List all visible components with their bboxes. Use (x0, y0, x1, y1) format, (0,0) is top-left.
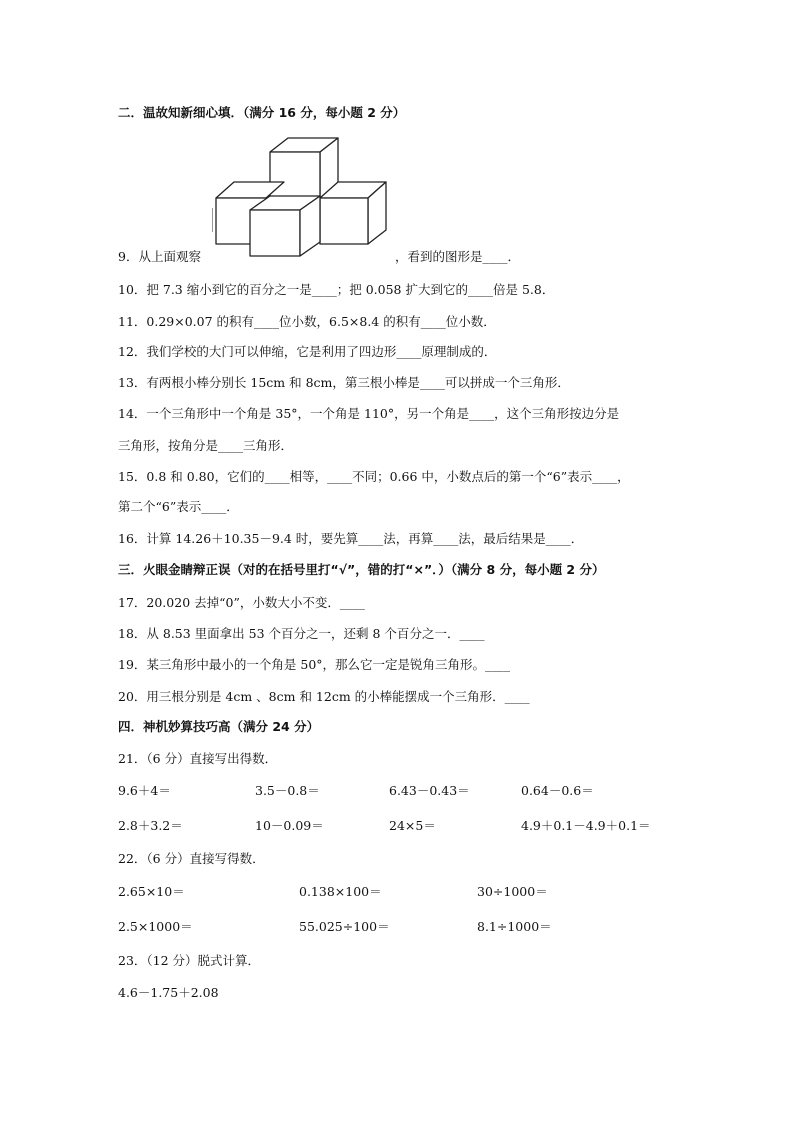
question-13: 13．有两根小棒分别长 15cm 和 8cm，第三根小棒是____可以拼成一个三角形． (118, 375, 570, 390)
question-9-suffix: ，看到的图形是____． (395, 249, 521, 264)
question-23: 23．（12 分）脱式计算． (118, 953, 261, 968)
question-15-line2: 第二个“6”表示____． (118, 499, 239, 514)
question-23-expression: 4.6－1.75＋2.08 (118, 985, 219, 1000)
section-2-heading: 二．温故知新细心填．（满分 16 分，每小题 2 分） (118, 105, 406, 120)
question-14-line1: 14．一个三角形中一个角是 35°，一个角是 110°，另一个角是____，这个三角形按边分是 (118, 406, 620, 421)
q21-item: 6.43－0.43＝ (389, 783, 470, 798)
q21-item: 2.8＋3.2＝ (118, 818, 183, 833)
cube-stack-figure (212, 136, 392, 258)
question-19: 19．某三角形中最小的一个角是 50°，那么它一定是锐角三角形。____ (118, 657, 511, 672)
q22-item: 0.138×100＝ (299, 884, 382, 899)
q22-item: 2.65×10＝ (118, 884, 185, 899)
question-12: 12．我们学校的大门可以伸缩，它是利用了四边形____原理制成的． (118, 344, 497, 359)
q21-item: 24×5＝ (389, 818, 436, 833)
q22-item: 55.025÷100＝ (299, 919, 390, 934)
question-22: 22．（6 分）直接写得数． (118, 851, 265, 866)
question-15-line1: 15．0.8 和 0.80，它们的____相等，____不同；0.66 中，小数点后的第一个“6”表示____， (118, 469, 630, 484)
q22-item: 2.5×1000＝ (118, 919, 193, 934)
q21-item: 9.6＋4＝ (118, 783, 171, 798)
question-9-prefix: 9．从上面观察 (118, 249, 201, 264)
q21-item: 4.9＋0.1－4.9＋0.1＝ (521, 818, 651, 833)
section-4-heading: 四．神机妙算技巧高（满分 24 分） (118, 719, 320, 734)
question-11: 11．0.29×0.07 的积有____位小数，6.5×8.4 的积有____位小数． (118, 314, 496, 329)
q21-item: 10－0.09＝ (255, 818, 324, 833)
q21-item: 3.5－0.8＝ (255, 783, 320, 798)
question-21: 21．（6 分）直接写出得数． (118, 751, 278, 766)
question-16: 16．计算 14.26＋10.35－9.4 时，要先算____法，再算____法，最后结果是____． (118, 531, 584, 546)
q21-item: 0.64－0.6＝ (521, 783, 594, 798)
section-3-heading: 三．火眼金睛辩正误（对的在括号里打“√”，错的打“×”．）（满分 8 分，每小题 2 分） (118, 562, 605, 577)
q22-item: 8.1÷1000＝ (477, 919, 552, 934)
q22-item: 30÷1000＝ (477, 884, 548, 899)
question-14-line2: 三角形，按角分是____三角形． (118, 438, 294, 453)
question-10: 10．把 7.3 缩小到它的百分之一是____；把 0.058 扩大到它的____倍是 5.8． (118, 282, 555, 297)
question-18: 18．从 8.53 里面拿出 53 个百分之一，还剩 8 个百分之一．____ (118, 626, 485, 641)
question-17: 17．20.020 去掉“0”，小数大小不变．____ (118, 595, 365, 610)
question-20: 20．用三根分别是 4cm 、8cm 和 12cm 的小棒能摆成一个三角形．____ (118, 689, 530, 704)
